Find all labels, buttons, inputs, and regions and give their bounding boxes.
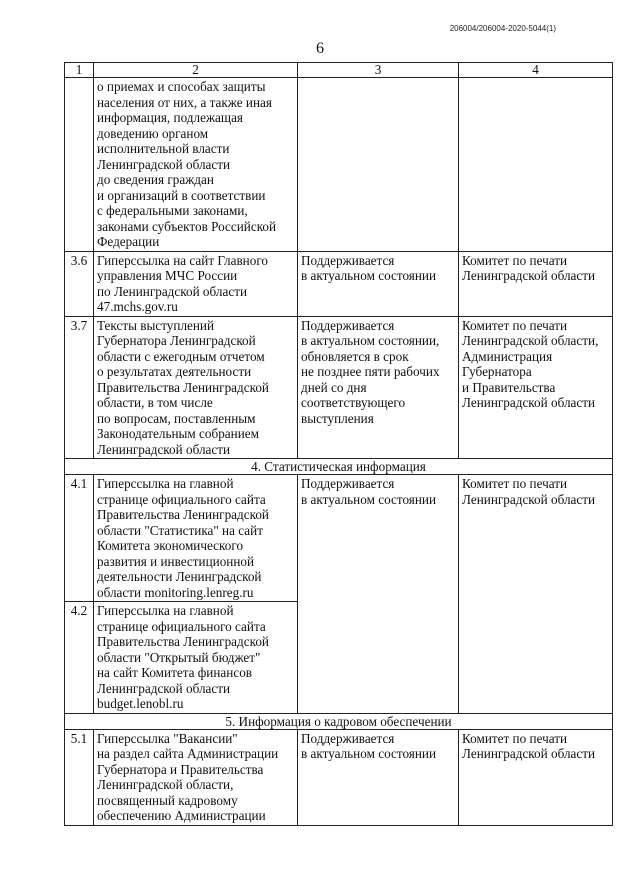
table-row xyxy=(65,251,613,316)
description-cell: Гиперссылка на главной странице официального сайта Правительства Ленинградской области "Статистика" на сайт Комитета экономического развития и инвестиционной деятельности Ленинградской области monitoring.lenreg.ru xyxy=(94,475,298,602)
column-header: 1 xyxy=(65,63,94,78)
row-number-cell: 3.6 xyxy=(65,251,94,316)
responsible-cell: Комитет по печати Ленинградской области xyxy=(459,251,613,316)
description-cell: Гиперссылка на главной странице официального сайта Правительства Ленинградской области "Открытый бюджет" на сайт Комитета финансов Ленинградской области budget.lenobl.ru xyxy=(94,602,298,714)
section-heading-row xyxy=(65,459,613,475)
status-cell: Поддерживается в актуальном состоянии, обновляется в срок не позднее пяти рабочих дней со дня соответствующего выступления xyxy=(298,316,459,459)
row-number-cell: 3.7 xyxy=(65,316,94,459)
status-cell xyxy=(298,78,459,252)
responsible-cell xyxy=(459,78,613,252)
row-number-cell: 4.2 xyxy=(65,602,94,714)
page-number: 6 xyxy=(316,40,324,57)
description-cell: Гиперссылка на сайт Главного управления МЧС России по Ленинградской области 47.mchs.gov.ru xyxy=(94,251,298,316)
column-header: 3 xyxy=(298,63,459,78)
row-number-cell: 4.1 xyxy=(65,475,94,602)
status-cell: Поддерживается в актуальном состоянии xyxy=(298,729,459,825)
row-number-cell xyxy=(65,78,94,252)
column-header: 4 xyxy=(459,63,613,78)
section-title: 4. Статистическая информация xyxy=(65,459,613,475)
description-cell: о приемах и способах защиты населения от них, а также иная информация, подлежащая доведению органом исполнительной власти Ленинградской области до сведения граждан и организаций в соответствии с федеральными законами, законами субъектов Российской Федерации xyxy=(94,78,298,252)
description-cell: Тексты выступлений Губернатора Ленинградской области с ежегодным отчетом о результатах деятельности Правительства Ленинградской области, в том числе по вопросам, поставленным Законодательным собранием Ленинградской области xyxy=(94,316,298,459)
section-heading-row xyxy=(65,713,613,729)
status-cell: Поддерживается в актуальном состоянии xyxy=(298,251,459,316)
responsible-cell: Комитет по печати Ленинградской области xyxy=(459,475,613,714)
document-table xyxy=(64,62,613,826)
table-row xyxy=(65,316,613,459)
responsible-cell: Комитет по печати Ленинградской области, Администрация Губернатора и Правительства Ленинградской области xyxy=(459,316,613,459)
responsible-cell: Комитет по печати Ленинградской области xyxy=(459,729,613,825)
column-header: 2 xyxy=(94,63,298,78)
table-row xyxy=(65,78,613,252)
description-cell: Гиперссылка "Вакансии" на раздел сайта Администрации Губернатора и Правительства Ленинградской области, посвященный кадровому обеспечению Администрации xyxy=(94,729,298,825)
section-title: 5. Информация о кадровом обеспечении xyxy=(65,713,613,729)
table-header-row xyxy=(65,63,613,78)
status-cell: Поддерживается в актуальном состоянии xyxy=(298,475,459,714)
table-row xyxy=(65,729,613,825)
document-id: 206004/206004-2020-5044(1) xyxy=(449,24,556,33)
table-row xyxy=(65,475,613,602)
row-number-cell: 5.1 xyxy=(65,729,94,825)
